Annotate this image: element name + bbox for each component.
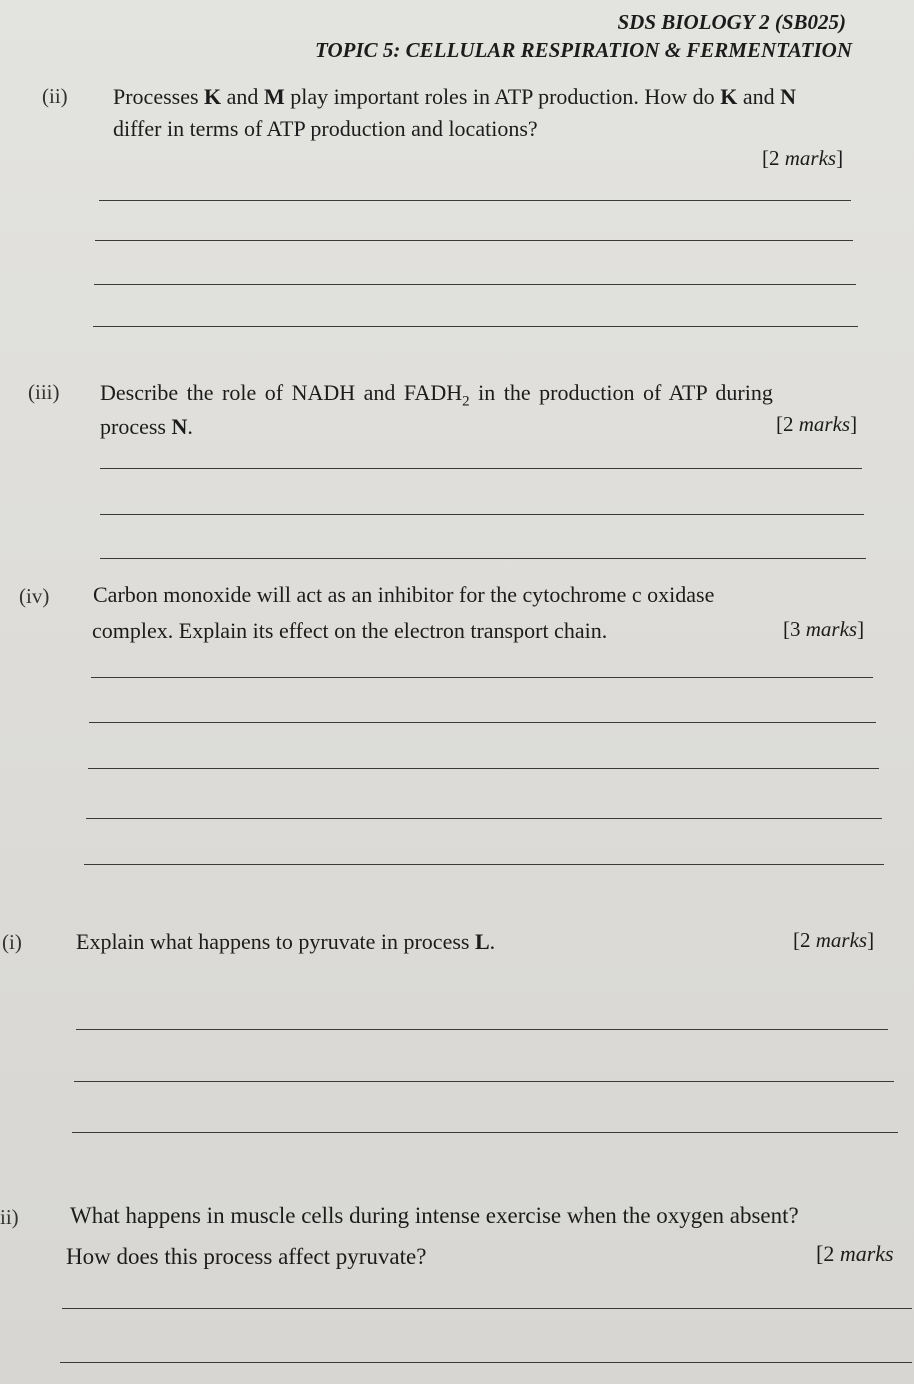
answer-line[interactable] (74, 1081, 894, 1082)
question-text-line: How does this process affect pyruvate? (66, 1244, 427, 1269)
question-text-line: Carbon monoxide will act as an inhibitor for the cytochrome c oxidase (93, 582, 715, 607)
course-code-header: SDS BIOLOGY 2 (SB025) (617, 10, 846, 34)
answer-line[interactable] (72, 1132, 898, 1133)
answer-line[interactable] (60, 1362, 912, 1363)
answer-line[interactable] (89, 722, 876, 723)
question-number: ii) (0, 1205, 19, 1229)
answer-line[interactable] (94, 284, 856, 285)
answer-line[interactable] (100, 468, 862, 469)
answer-line[interactable] (100, 514, 864, 515)
answer-line[interactable] (91, 677, 873, 678)
answer-line[interactable] (84, 864, 884, 865)
question-text-line: differ in terms of ATP production and locations? (113, 116, 538, 141)
topic-header: TOPIC 5: CELLULAR RESPIRATION & FERMENTATION (315, 38, 852, 62)
marks-label: [2 marks] (793, 928, 875, 952)
question-number: (iii) (28, 380, 60, 404)
question-text-line: Describe the role of NADH and $FADH_2$ in the production of ATP during (100, 380, 773, 410)
question-number: (iv) (19, 584, 50, 608)
question-text-line: What happens in muscle cells during intense exercise when the oxygen absent? (70, 1203, 799, 1228)
question-text-line: process N. (100, 414, 193, 439)
answer-line[interactable] (93, 326, 858, 327)
answer-line[interactable] (95, 240, 853, 241)
answer-line[interactable] (76, 1029, 888, 1030)
question-text-line: complex. Explain its effect on the electron transport chain. (92, 618, 608, 643)
question-number: (ii) (42, 84, 68, 108)
answer-line[interactable] (88, 768, 879, 769)
marks-label: [3 marks] (783, 617, 865, 641)
answer-line[interactable] (99, 200, 851, 201)
answer-line[interactable] (86, 818, 882, 819)
question-text-line: Processes K and M play important roles in ATP production. How do K and N (113, 84, 796, 109)
answer-line[interactable] (100, 558, 866, 559)
marks-label: [2 marks (816, 1241, 894, 1266)
answer-line[interactable] (62, 1308, 912, 1309)
question-number: (i) (2, 930, 22, 954)
marks-label: [2 marks] (776, 412, 858, 436)
marks-label: [2 marks] (762, 146, 844, 170)
question-text-line: Explain what happens to pyruvate in process L. (76, 929, 496, 954)
